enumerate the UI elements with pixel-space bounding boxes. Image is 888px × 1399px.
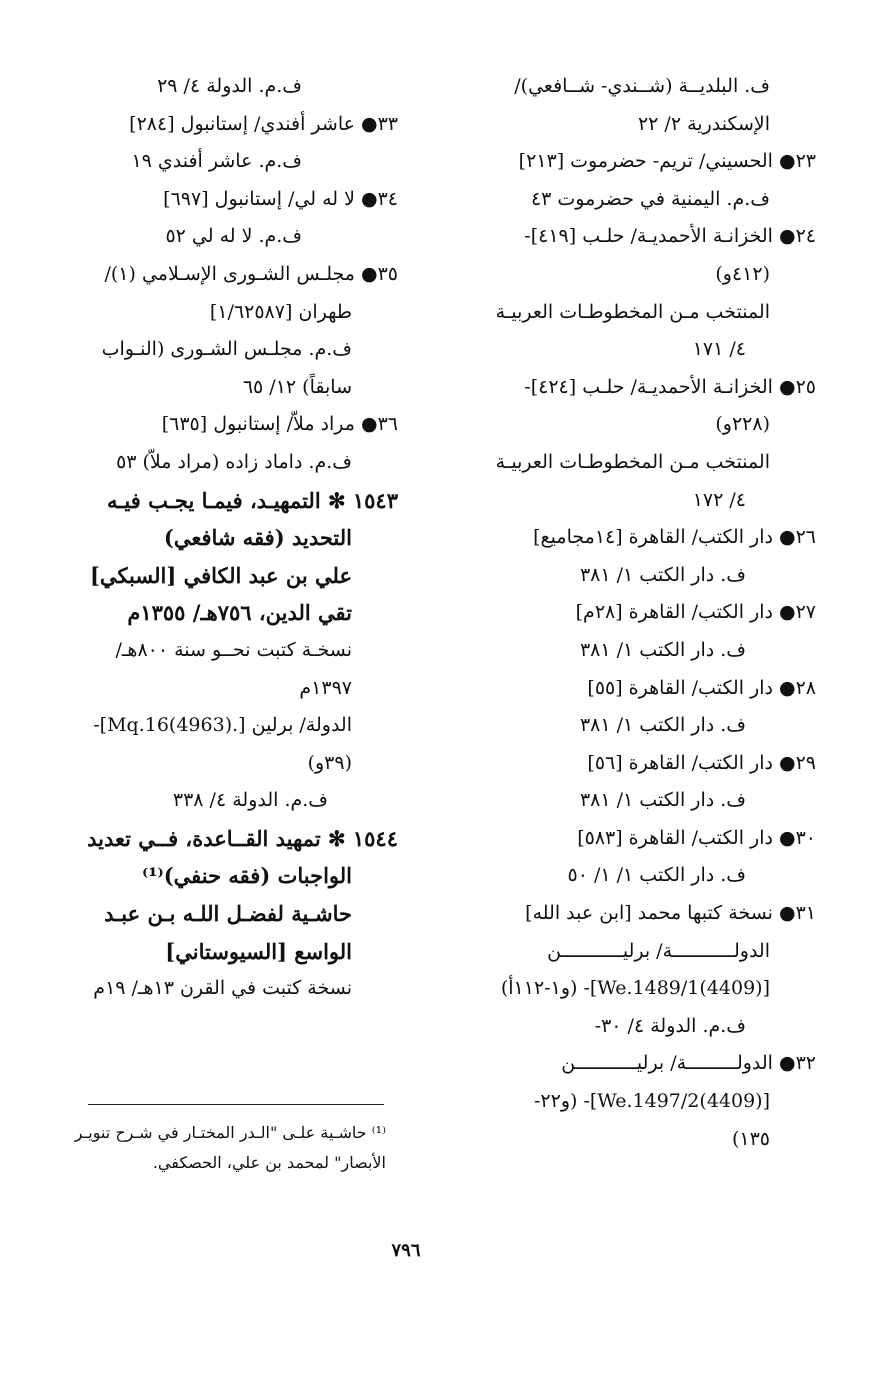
left-column-line: ف.م. مجلـس الشـورى (النـواب (101, 338, 352, 361)
right-column-line: ف. دار الكتب ١/ ٣٨١ (579, 714, 746, 737)
right-column-line: [(4409)We.1489/1]- (و١-١١٢أ) (500, 977, 770, 1000)
left-column-line: نسخة كتبت في القرن ١٣هـ/ ١٩م (93, 977, 352, 1000)
right-column-line: [(4409)We.1497/2]- (و٢٢- (533, 1090, 770, 1113)
right-column-line: المنتخب مـن المخطوطـات العربيـة (495, 300, 770, 323)
right-column-line: ٣٠● دار الكتب/ القاهرة [٥٨٣] (577, 826, 816, 849)
left-column-line: نسخـة كتبت نحــو سنة ٨٠٠هـ/ (115, 638, 352, 661)
right-column-line: ١٣٥) (731, 1127, 770, 1150)
footnote-separator (88, 1104, 384, 1105)
left-column-line: حاشـية لفضـل اللـه بـن عبـد (104, 901, 352, 927)
right-column-line: ف. دار الكتب ١/ ٣٨١ (579, 789, 746, 812)
right-column-line: ٤/ ١٧١ (692, 338, 746, 361)
right-column-line: الإسكندرية ٢/ ٢٢ (637, 112, 770, 135)
right-column-line: ٢٧● دار الكتب/ القاهرة [٢٨م] (575, 601, 816, 624)
right-column-line: ف. دار الكتب ١/ ١/ ٥٠ (567, 864, 746, 887)
left-column-line: علي بن عبد الكافي [السبكي] (90, 562, 352, 588)
right-column-line: ٢٦● دار الكتب/ القاهرة [١٤مجاميع] (533, 526, 816, 549)
left-column-line: ١٥٤٣ ✻ التمهيـد، فيمـا يجـب فيـه (107, 487, 398, 513)
right-column-line: المنتخب مـن المخطوطـات العربيـة (495, 450, 770, 473)
left-column-line: تقي الدين، ٧٥٦هـ/ ١٣٥٥م (127, 600, 352, 626)
page-number: ٧٩٦ (391, 1240, 421, 1261)
right-column-line: ٢٩● دار الكتب/ القاهرة [٥٦] (587, 751, 816, 774)
left-column-line: ف.م. لا له لي ٥٢ (165, 225, 302, 248)
right-column-line: الدولـــــــــــة/ برليـــــــــــن (547, 939, 770, 962)
left-column-line: الواجبات (فقه حنفي)⁽¹⁾ (142, 863, 352, 889)
left-column-line: ف.م. داماد زاده (مراد ملاّ) ٥٣ (116, 450, 352, 473)
left-column (38, 68, 398, 1008)
right-column-line: ٣٢● الدولـــــــــة/ برليـــــــــــن (561, 1052, 816, 1075)
left-column-line: الدولة/ برلين [.Mq.16(4963)]- (93, 714, 352, 737)
left-column-line: ١٥٤٤ ✻ تمهيد القــاعدة، فــي تعديد (87, 825, 398, 851)
footnote-line-1: ⁽¹⁾ حاشـية علـى "الـدر المختـار في شـرح تنويـر (74, 1123, 386, 1142)
right-column-line: ٤/ ١٧٢ (692, 488, 746, 511)
right-column-line: (٢٢٨و) (715, 413, 770, 436)
right-column-line: ف.م. اليمنية في حضرموت ٤٣ (530, 187, 770, 210)
right-column-line: ٢٥● الخزانـة الأحمديـة/ حلـب [٤٢٤]- (524, 375, 816, 398)
left-column-line: ٣٤● لا له لي/ إستانبول [٦٩٧] (163, 187, 398, 210)
right-column-line: ف. البلديــة (شــندي- شــافعي)/ (514, 75, 770, 97)
right-column-line: ٢٣● الحسيني/ تريم- حضرموت [٢١٣] (518, 150, 816, 173)
right-column-line: ٢٨● دار الكتب/ القاهرة [٥٥] (587, 676, 816, 699)
left-column-line: ف.م. الدولة ٤/ ٢٩ (157, 75, 302, 97)
left-column-line: (٣٩و) (307, 751, 352, 774)
right-column-line: ٢٤● الخزانـة الأحمديـة/ حلـب [٤١٩]- (524, 225, 816, 248)
right-column-line: ف.م. الدولة ٤/ ٣٠- (594, 1014, 746, 1037)
right-column-line: ف. دار الكتب ١/ ٣٨١ (579, 563, 746, 586)
right-column-line: ف. دار الكتب ١/ ٣٨١ (579, 638, 746, 661)
left-column-line: ف.م. الدولة ٤/ ٣٣٨ (172, 789, 328, 812)
right-column-line: (٤١٢و) (715, 262, 770, 285)
right-column-line: ٣١● نسخة كتبها محمد [ابن عبد الله] (525, 902, 816, 925)
left-column-line: التحديد (فقه شافعي) (163, 525, 352, 551)
right-column (446, 68, 816, 1158)
left-column-line: ١٣٩٧م (299, 676, 352, 699)
left-column-line: سابقاً) ١٢/ ٦٥ (242, 375, 352, 398)
left-column-line: ٣٥● مجلـس الشـورى الإسـلامي (١)/ (104, 262, 398, 285)
footnote-line-2: الأبصار" لمحمد بن علي، الحصكفي. (152, 1153, 386, 1172)
footnote (50, 1118, 386, 1178)
left-column-line: الواسع [السيوستاني] (165, 938, 352, 964)
left-column-line: ٣٣● عاشر أفندي/ إستانبول [٢٨٤] (129, 112, 398, 135)
left-column-line: ٣٦● مراد ملاّ/ إستانبول [٦٣٥] (161, 413, 398, 436)
left-column-line: ف.م. عاشر أفندي ١٩ (131, 150, 302, 173)
left-column-line: طهران [١/٦٢٥٨٧] (209, 300, 352, 323)
